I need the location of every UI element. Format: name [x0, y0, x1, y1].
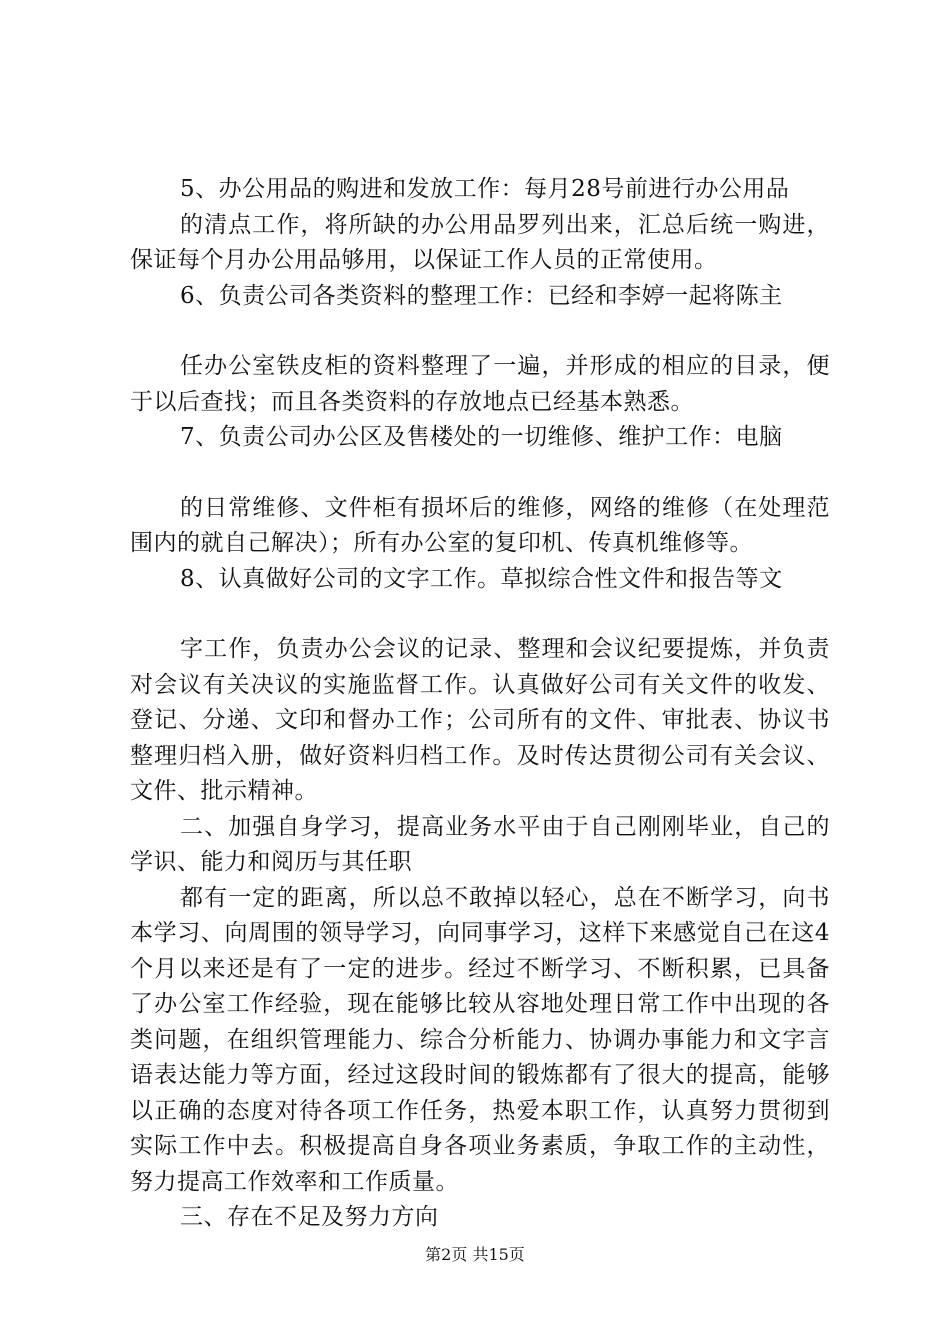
page-footer	[0, 1244, 950, 1266]
paragraph-item6-cont: 任办公室铁皮柜的资料整理了一遍，并形成的相应的目录，便于以后查找；而且各类资料的存放地点已经基本熟悉。	[130, 353, 830, 415]
paragraph-item5-cont: 的清点工作，将所缺的办公用品罗列出来，汇总后统一购进，保证每个月办公用品够用，以保证工作人员的正常使用。	[130, 211, 830, 273]
paragraph-gap	[130, 597, 830, 632]
paragraph-item6-start: 6、负责公司各类资料的整理工作：已经和李婷一起将陈主	[180, 282, 783, 309]
paragraph-item8-cont: 字工作，负责办公会议的记录、整理和会议纪要提炼，并负责对会议有关决议的实施监督工作。认真做好公司有关文件的收发、登记、分递、文印和督办工作；公司所有的文件、审批表、协议书整理归档入册，做好资料归档工作。及时传达贯彻公司有关会议、文件、批示精神。	[130, 636, 830, 804]
paragraph-gap	[130, 456, 830, 491]
paragraph-item7-start: 7、负责公司办公区及售楼处的一切维修、维护工作：电脑	[180, 424, 783, 450]
document-body	[130, 172, 830, 1236]
section-two-heading: 二、加强自身学习，提高业务水平由于自己刚刚毕业，自己的学识、能力和阅历与其任职	[130, 813, 830, 875]
paragraph-gap	[130, 314, 830, 349]
section-two-body: 都有一定的距离，所以总不敢掉以轻心，总在不断学习，向书本学习、向周围的领导学习，向同事学习，这样下来感觉自己在这4个月以来还是有了一定的进步。经过不断学习、不断积累，已具备了办公室工作经验，现在能够比较从容地处理日常工作中出现的各类问题，在组织管理能力、综合分析能力、协调办事能力和文字言语表达能力等方面，经过这段时间的锻炼都有了很大的提高，能够以正确的态度对待各项工作任务，热爱本职工作，认真努力贯彻到实际工作中去。积极提高自身各项业务素质，争取工作的主动性，努力提高工作效率和工作质量。	[130, 884, 830, 1195]
paragraph-item8-start: 8、认真做好公司的文字工作。草拟综合性文件和报告等文	[180, 565, 783, 592]
section-three-heading: 三、存在不足及努力方向	[180, 1204, 439, 1230]
paragraph-item5-start: 5、办公用品的购进和发放工作：每月28号前进行办公用品	[180, 176, 790, 202]
paragraph-item7-cont: 的日常维修、文件柜有损坏后的维修，网络的维修（在处理范围内的就自己解决）；所有办公室的复印机、传真机维修等。	[130, 494, 830, 556]
page-number: 第2页 共15页	[425, 1245, 525, 1264]
